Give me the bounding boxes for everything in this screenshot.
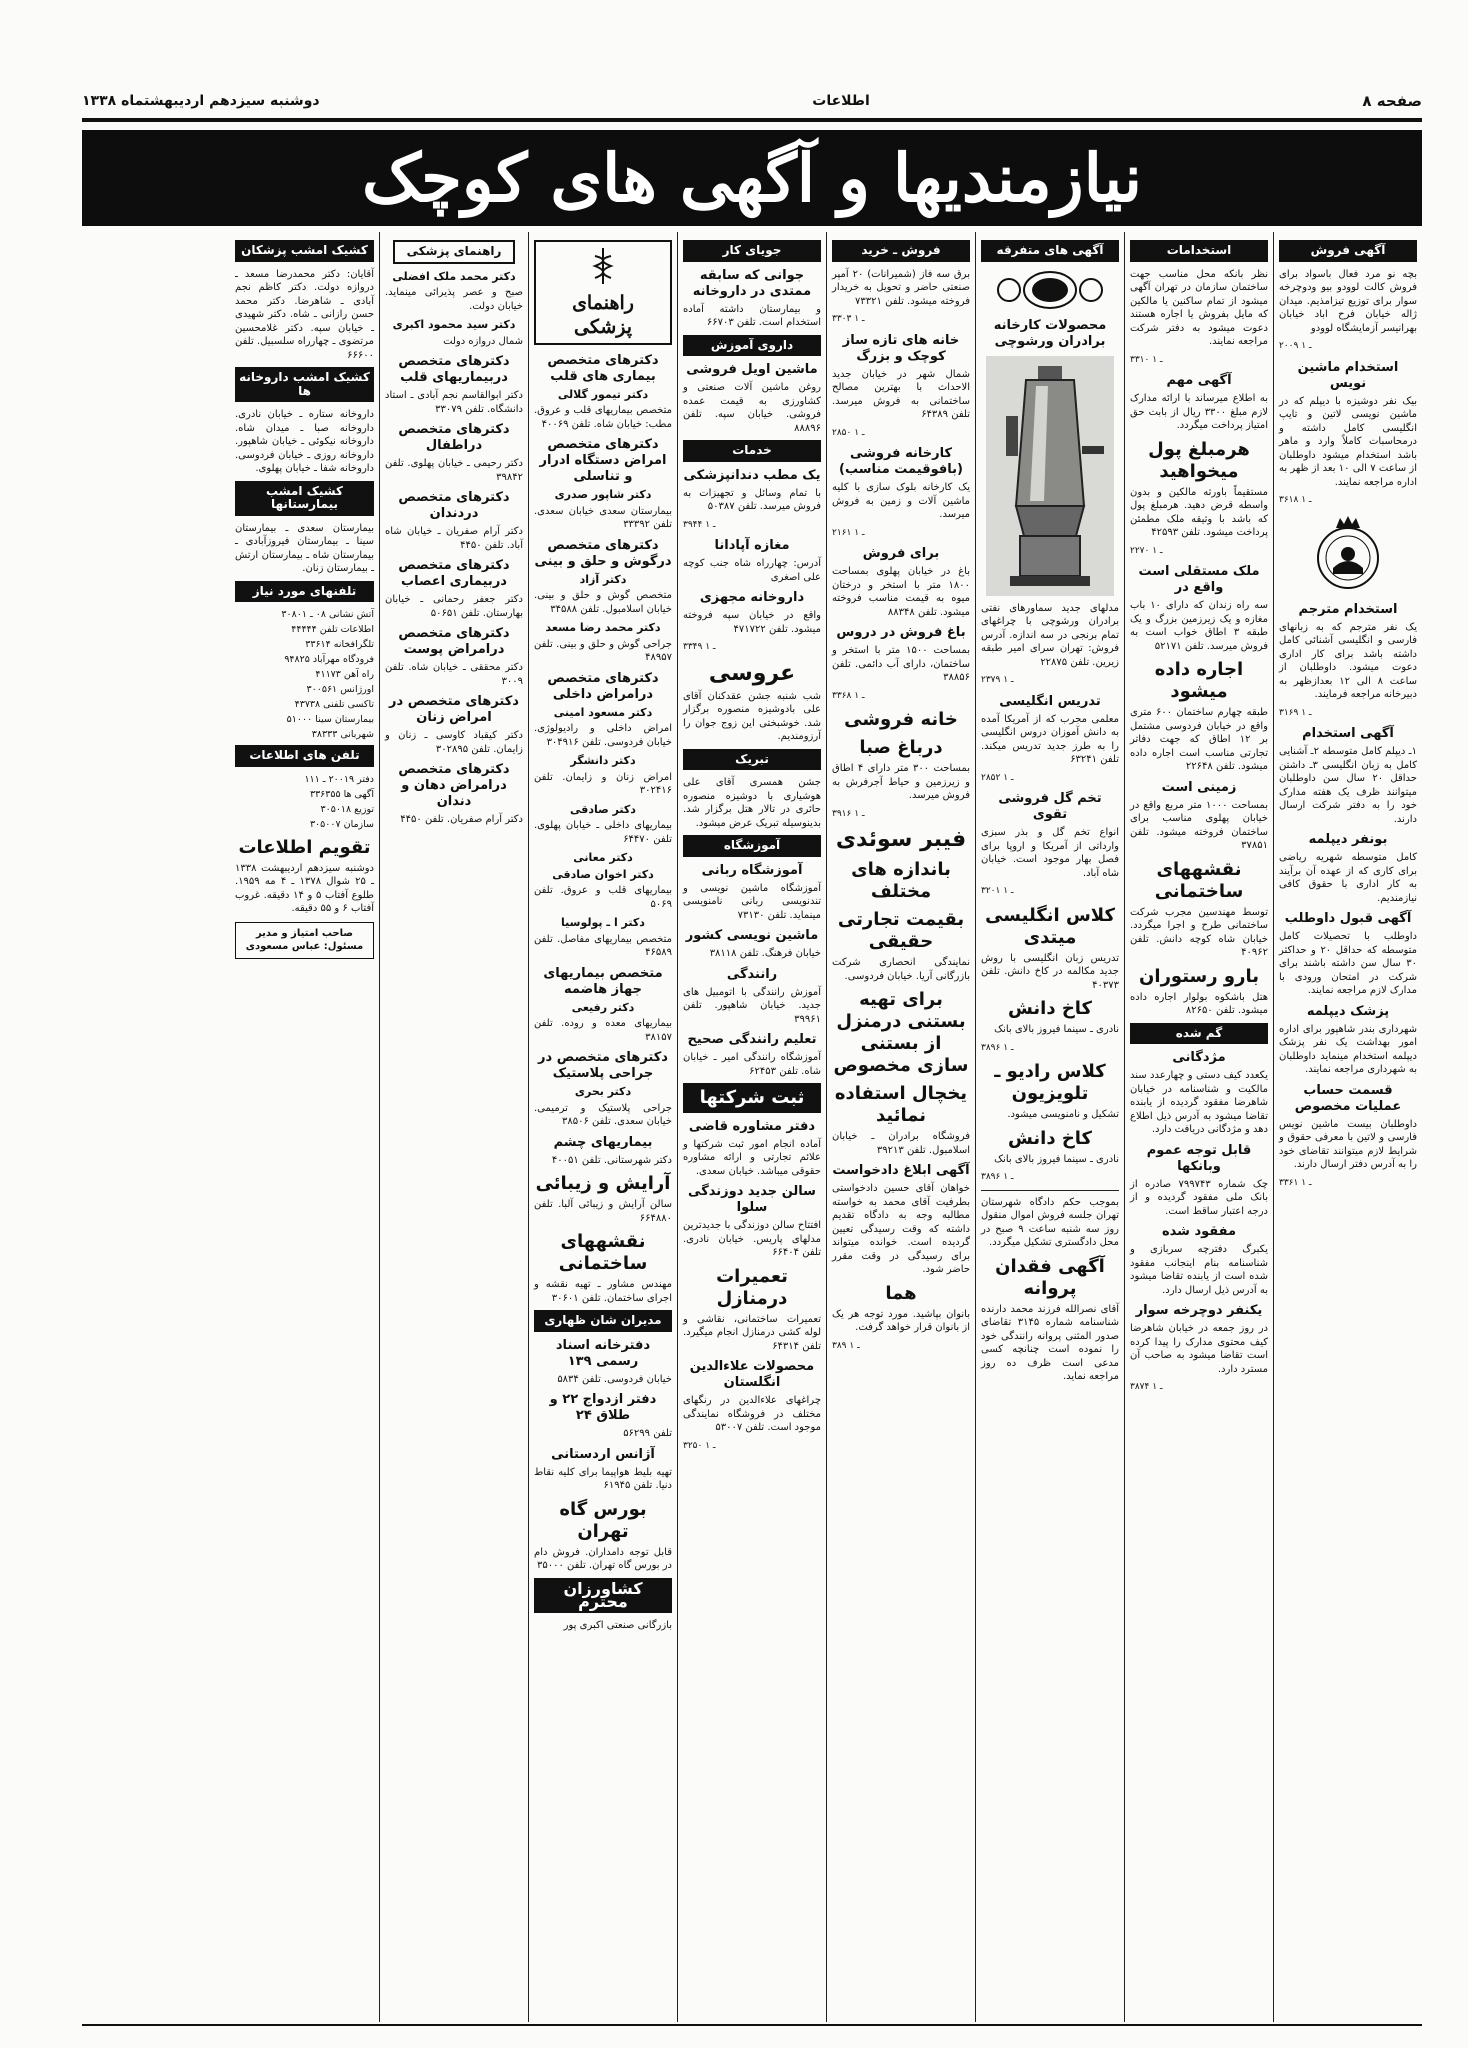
- ad-text: آموزشگاه رانندگی امیر ـ خیابان شاه. تلفن ۶۲۴۵۳: [683, 1052, 821, 1077]
- ad-text: هتل باشکوه بولوار اجاره داده میشود. تلفن ۸۲۶۵۰: [1130, 991, 1268, 1016]
- ad-code: ۳۸۹۶ ـ ۱: [981, 1172, 1014, 1182]
- doctor-name: دکتر اخوان صادقی: [552, 867, 654, 881]
- ad-text: شهرداری بندر شاهپور برای اداره امور بهداشت یک نفر پزشک دیپلمه استخدام مینماید داوطلبان به شهرداری مراجعه نمایند.: [1279, 1023, 1417, 1075]
- ad-text: داوطلب با تحصیلات کامل متوسطه که حداقل ۲۰ و حداکثر ۳۰ سال سن داشته باشند برای شرکت در امتحان ورودی با مدارک لازم مراجعه نمایند.: [1279, 931, 1417, 996]
- ad-text: دکتر رحیمی ـ خیابان پهلوی. تلفن ۳۹۸۴۲: [385, 458, 523, 483]
- ad-text: به اطلاع میرساند با ارائه مدارک لازم مبلغ ۳۳۰۰ ریال از بابت حق امتیاز پرداخت میگردد.: [1130, 393, 1268, 431]
- ad-code: ۳۳۰۳ ـ ۱: [832, 314, 865, 324]
- ad-text: خیابان فردوسی. تلفن ۵۸۳۴: [557, 1373, 672, 1385]
- ad-heading: خانه فروشی: [844, 709, 958, 730]
- ad-heading: عروسی: [708, 660, 796, 686]
- ad-code: ۳۸۹۶ ـ ۱: [981, 1042, 1014, 1053]
- ad-code: ۲۳۷۹ ـ ۱: [981, 675, 1014, 685]
- ad-heading: آگهی استخدام: [1302, 726, 1394, 741]
- ad-heading: کلاس رادیو ـ تلویزیون: [994, 1061, 1106, 1104]
- ad-heading: یکنفر دوچرخه سوار: [1135, 1303, 1263, 1318]
- ad-heading: برای تهیه بستنی درمنزل از بستنی سازی مخصوص: [833, 989, 969, 1076]
- ad-heading: زمینی است: [1161, 779, 1237, 795]
- ad-text: جراحی گوش و حلق و بینی. تلفن ۴۸۹۵۷: [534, 638, 672, 663]
- ad-text: دکتر آرام صفریان. تلفن ۴۴۵۰: [400, 814, 523, 825]
- ad-text: ۱ـ دیپلم کامل متوسطه ۲ـ آشنایی کامل به زبان انگلیسی ۳ـ داشتن حداقل ۲۰ سال سن داوطلبان میتوانند ظرف یک هفته مدارک خود را به دفتر شرکت ارسال دارند.: [1279, 746, 1417, 825]
- ad-text: چک شماره ۷۹۹۷۴۳ صادره از بانک ملی مفقود گردیده و از درجه اعتبار ساقط است.: [1130, 1178, 1268, 1217]
- ad-heading: فیبر سوئدی: [835, 827, 967, 852]
- ad-text: دکتر آرام صفریان ـ خیابان شاه آباد. تلفن ۴۴۵۰: [385, 526, 523, 551]
- doctor-name: دکتر مسعود امینی: [553, 705, 653, 719]
- ad-heading: آگهی فقدان پروانه: [995, 1255, 1105, 1299]
- ad-heading: ملک مستقلی است واقع در: [1138, 564, 1260, 595]
- ad-code: ۳۶۱۸ ـ ۱: [1279, 495, 1312, 505]
- doctor-name: دکتر دانشگر: [570, 754, 636, 767]
- ad-heading: آرایش و زیبائی: [535, 1173, 671, 1194]
- column-1: [1273, 232, 1422, 2022]
- ad-text: تهیه بلیط هواپیما برای کلیه نقاط دنیا. تلفن ۶۱۹۴۵: [534, 1466, 672, 1491]
- ad-heading: باندازه های مختلف: [851, 859, 951, 902]
- ad-heading: آگهی قبول داوطلب: [1284, 911, 1412, 926]
- caduceus-icon: [583, 246, 623, 286]
- ad-text: با تمام وسائل و تجهیزات به فروش میرسد. تلفن ۵۰۳۸۷: [683, 487, 821, 512]
- column-7: [379, 232, 528, 2022]
- medical-guide-logo: [534, 240, 672, 345]
- ad-text: بیماریهای قلب و عروق. تلفن ۵۰۶۹: [534, 885, 672, 910]
- doctor-name: دکتر محمد ملک افضلی: [392, 269, 516, 283]
- doctor-name: دکتر معانی: [573, 851, 633, 864]
- ad-heading: یخچال استفاده نمائید: [834, 1083, 968, 1126]
- ad-code: ۲۰۰۹ ـ ۱: [1279, 341, 1312, 351]
- hospitals-on-call-heading: کشیک امشب بیمارستانها: [235, 481, 374, 516]
- ad-text: شمال دروازه دولت: [443, 335, 523, 347]
- ad-code: ۲۸۵۲ ـ ۱: [981, 772, 1014, 783]
- brand-seal-icon: [995, 268, 1105, 312]
- ad-code: ۳۳۶۱ ـ ۱: [1279, 1177, 1312, 1188]
- column-2: [1124, 232, 1273, 2022]
- list-item: سازمان ۳۰۵۰۰۷: [309, 818, 374, 830]
- ad-heading: هما: [885, 1282, 917, 1304]
- ad-heading: محصولات کارخانه برادران ورشوچی: [993, 317, 1107, 349]
- ad-heading: قسمت حساب عملیات مخصوص: [1294, 1082, 1402, 1114]
- ad-text: معلمی مجرب که از آمریکا آمده به دانش آموزان دروس انگلیسی را به طرز جدید تدریس میکند. تلفن ۶۳۲۴۱: [981, 713, 1119, 765]
- doctor-name: دکتر تیمور گلالی: [557, 387, 649, 401]
- ad-code: ۲۸۵۰ ـ ۱: [832, 427, 865, 438]
- ad-text: آموزش رانندگی با اتومبیل های جدید. خیابان شاهپور. تلفن ۳۹۹۶۱: [683, 986, 821, 1025]
- ad-code: ۳۸۷۴ ـ ۱: [1130, 1382, 1163, 1392]
- doctor-name: دکتر رفیعی: [571, 1000, 635, 1014]
- calendar-heading: تقویم اطلاعات: [238, 836, 371, 858]
- ad-heading: استخدام مترجم: [1298, 601, 1398, 617]
- ad-heading: کارخانه فروشی (بافوقیمت مناسب): [839, 446, 963, 477]
- ad-text: نادری ـ سینما فیروز بالای بانک: [994, 1153, 1119, 1165]
- ad-code: ۲۱۶۱ ـ ۱: [832, 527, 865, 538]
- ad-heading: آژانس اردستانی: [551, 1446, 655, 1462]
- ad-heading: دفتر ازدواج ۲۲ و طلاق ۲۴: [549, 1392, 657, 1423]
- ad-text: تدریس زبان انگلیسی با روش جدید مکالمه در کاخ دانش. تلفن ۴۰۳۷۳: [981, 952, 1119, 991]
- ad-text: بیماریهای معده و روده. تلفن ۳۸۱۵۷: [534, 1018, 672, 1043]
- ad-heading: تعلیم رانندگی صحیح: [687, 1032, 817, 1047]
- ad-text: خیابان فرهنگ. تلفن ۳۸۱۱۸: [709, 948, 821, 959]
- list-item: اورژانس ۳۰۰۵۶۱: [306, 684, 374, 695]
- section-heading: داروی آموزش: [683, 335, 821, 357]
- ad-heading: دفترخانه اسناد رسمی ۱۳۹: [555, 1337, 651, 1369]
- list-item: تلگرافخانه ۳۳۶۱۴: [305, 639, 374, 650]
- ad-heading: یک مطب دندانپزشکی: [683, 467, 821, 483]
- ad-text: دکتر جعفر رحمانی ـ خیابان بهارستان. تلفن ۵۰۶۵۱: [385, 594, 523, 619]
- ad-code: ۳۲۵۰ ـ ۱: [683, 1440, 716, 1451]
- ad-heading: دکترهای متخصص درامراض دهان و دندان: [398, 762, 510, 809]
- column-2-heading: استخدامات: [1130, 240, 1268, 262]
- list-item: آتش نشانی ۰۸ ـ ۳۰۸۰۱: [281, 609, 374, 620]
- ad-heading: داروخانه مجهزی: [699, 590, 805, 605]
- ad-heading: دکترهای متخصص در جراحی پلاستیک: [538, 1050, 668, 1081]
- ad-text: تعمیرات ساختمانی، نقاشی و لوله کشی درمنازل انجام میگیرد. تلفن ۶۴۳۱۴: [683, 1313, 821, 1352]
- ad-text: آموزشگاه ماشین نویسی و تندنویسی ربانی نامنویسی مینماید. تلفن ۷۳۱۳۰: [683, 882, 821, 921]
- ad-heading: تدریس انگلیسی: [999, 693, 1101, 709]
- ad-text: روغن ماشین آلات صنعتی و کشاورزی به قیمت عمده فروشی. خیابان سپه. تلفن ۸۸۸۹۶: [683, 382, 821, 434]
- list-item: دفتر ۲۰۰۱۹ ـ ۱۱۱: [304, 773, 374, 785]
- doctor-name: دکتر محمد رضا مسعد: [545, 621, 661, 634]
- ad-heading: استخدام ماشین نویس: [1297, 359, 1399, 391]
- column-3-heading: آگهی های متفرقه: [981, 240, 1119, 262]
- lost-found-heading: گم شده: [1130, 1023, 1268, 1045]
- list-item: تاکسی تلفنی ۴۳۷۳۸: [294, 699, 374, 710]
- pharmacies-on-call-heading: کشیک امشب داروخانه ها: [235, 367, 374, 402]
- publisher-credit: صاحب امتیاز و مدیر مسئول: عباس مسعودی: [235, 922, 374, 959]
- phone-list: [235, 773, 374, 831]
- ad-heading: مژدگانی: [1172, 1050, 1226, 1065]
- ad-text: آدرس: چهارراه شاه جنب کوچه علی اصغری: [683, 558, 821, 583]
- ad-text: چراغهای علاءالدین در رنگهای مختلف در فروشگاه نمایندگی موجود است. تلفن ۵۳۰۰۷: [683, 1395, 821, 1433]
- ad-text: متخصص بیماریهای مفاصل. تلفن ۴۶۵۸۹: [534, 933, 672, 958]
- phones-heading: تلفنهای مورد نیاز: [235, 581, 374, 603]
- ad-heading: آگهی ابلاغ دادخواست: [832, 1163, 970, 1178]
- ad-text: یک کارخانه بلوک سازی با کلیه ماشین آلات و زمین به فروش میرسد.: [832, 482, 970, 520]
- samovar-image: [986, 356, 1114, 596]
- ad-heading: تخم گل فروشی تقوی: [998, 791, 1102, 822]
- logo-text: راهنمای پزشکی: [572, 291, 634, 338]
- ad-text: آقایان: دکتر محمدرضا مسعد ـ دروازه دولت. دکتر کاظم نجم آبادی ـ شاهرضا. دکتر محمد حسن رازانی ـ شاه. دکتر شهیدی ـ خیابان سپه. دکتر غلامحسین مرتضوی ـ چهارراه سلسبیل. تلفن ۶۶۶۰۰: [235, 268, 374, 361]
- column-4-heading: فروش ـ خرید: [832, 240, 970, 262]
- list-item: اطلاعات تلفن ۴۴۴۴۴: [291, 624, 374, 635]
- ad-text: بیمارستان سعدی ـ بیمارستان سینا ـ بیمارستان فیروزآبادی ـ بیمارستان شاه ـ بیمارستان ارتش ـ بیمارستان زنان.: [235, 522, 374, 574]
- ad-text: بیمارستان سعدی خیابان سعدی. تلفن ۳۳۳۹۲: [534, 505, 672, 530]
- ad-text: انواع تخم گل و بذر سبزی وارداتی از آمریکا و اروپا برای فصل بهار موجود است. خیابان شاه آباد.: [981, 827, 1119, 879]
- ad-heading: پزشک دیپلمه: [1306, 1003, 1390, 1019]
- ad-heading: دکترهای متخصص بیماری های قلب: [547, 352, 659, 384]
- doctor-name: دکتر بحری: [574, 1085, 632, 1098]
- ad-heading: ماشین اویل فروشی: [686, 362, 818, 377]
- ad-text: افتتاح سالن دوزندگی با جدیدترین مدلهای پاریس. خیابان نادری. تلفن ۶۶۴۰۴: [683, 1220, 821, 1258]
- list-item: فرودگاه مهرآباد ۹۴۸۲۵: [284, 654, 374, 665]
- ad-text: جراحی پلاستیک و ترمیمی. خیابان سعدی. تلفن ۳۸۵۰۶: [534, 1102, 672, 1127]
- ad-text: بانوان بپاشید. مورد توجه هر یک از بانوان قرار خواهد گرفت.: [832, 1308, 970, 1333]
- ad-code: ۳۳۱۰ ـ ۱: [1130, 354, 1163, 365]
- ad-text: شمال شهر در خیابان جدید الاحداث با بهترین مصالح ساختمانی به فروش میرسد. تلفن ۶۴۳۸۹: [832, 368, 970, 420]
- ad-text: سه راه زندان که دارای ۱۰ باب مغازه و یک زیرزمین بزرگ و یک طبقه ۳ اطاق خواب است به فروش میرسد. تلفن ۵۲۱۷۱: [1130, 600, 1269, 652]
- ad-text: بچه نو مرد فعال باسواد برای فروش کالت لوودو بیو ودوچرخه سوار برای توزیع تیزامذیم. میدان ژاله خیابان فرح اباد خیابان بهرانیسر آزمایشگاه لوودو: [1279, 268, 1417, 334]
- ad-heading: دکترهای متخصص امراض دستگاه ادرار و تناسلی: [539, 437, 667, 484]
- ad-text: یک نفر مترجم که به زبانهای فارسی و انگلیسی آشنائی کامل داشته باشد برای کار اداری دعوت میشود. داوطلبان از ساعت ۸ الی ۱۲ بعدازظهر به دبیرخانه مراجعه فرمایند.: [1279, 621, 1417, 700]
- ad-text: فروشگاه برادران ـ خیابان اسلامبول. تلفن ۳۹۲۱۳: [832, 1131, 970, 1156]
- ad-text: صبح و عصر پذیرائی مینماید. خیابان دولت.: [385, 287, 523, 312]
- ad-text: بازرگانی صنعتی اکبری پور: [563, 1619, 672, 1631]
- ad-heading: دکترهای متخصص دراطفال: [398, 422, 510, 453]
- ad-text: دکتر کیقباد کاوسی ـ زنان و زایمان. تلفن ۳۰۲۸۹۵: [385, 730, 523, 755]
- ad-heading: دکترهای متخصص درامراض پوست: [398, 626, 510, 657]
- ad-heading: دکترهای متخصص دربیماری اعصاب: [398, 558, 510, 589]
- header-rule: [82, 118, 1422, 122]
- ad-heading: باغ فروش در دروس: [836, 625, 966, 640]
- footer-rule: [82, 2024, 1422, 2026]
- page-label: صفحه ۸: [1362, 92, 1422, 110]
- ad-code: ۳۳۴۹ ـ ۱: [683, 642, 716, 652]
- ad-text: نادری ـ سینما فیروز بالای بانک: [994, 1024, 1119, 1035]
- ad-text: بمساحت ۱۵۰۰ متر با استخر و ساختمان، دارای آب دائمی. تلفن ۳۸۸۵۶: [832, 645, 970, 683]
- ad-heading: آموزشگاه ربانی: [701, 862, 803, 878]
- ad-heading: سالن جدید دوزندگی سلوا: [688, 1184, 816, 1215]
- doctor-name: دکتر صادقی: [570, 802, 636, 816]
- ad-text: متخصص بیماریهای قلب و عروق. مطب: خیابان شاه. تلفن ۴۰۰۶۹: [534, 405, 672, 430]
- ad-text: مدلهای جدید سماورهای نفتی برادران ورشوچی با چراغهای تمام برنجی در سه اندازه. آدرس فروش: تهران سرای امیر طبقه زیرین. تلفن ۲۲۸۷۵: [981, 602, 1119, 668]
- ad-heading: دفتر مشاوره قاضی: [688, 1118, 816, 1134]
- ad-text: نمایندگی انحصاری شرکت بازرگانی آریا. خیابان فردوسی.: [832, 957, 970, 982]
- section-heading: تبریک: [683, 749, 821, 771]
- ad-text: دکتر شهرستانی. تلفن ۴۰۰۵۱: [551, 1154, 672, 1166]
- ad-heading: بورس گاه تهران: [559, 1498, 647, 1542]
- column-8: [230, 232, 379, 2022]
- ad-text: یکبرگ دفترچه سربازی و شناسنامه بنام اینجانب مفقود شده است از یابنده تقاضا میشود به آدرس ذیل ارسال دارد.: [1130, 1244, 1268, 1296]
- ad-heading: بقیمت تجارتی حقیقی: [837, 909, 965, 952]
- ad-heading: محصولات علاءالدین انگلستان: [689, 1359, 815, 1390]
- ad-code: ۳۱۶۹ ـ ۱: [1279, 707, 1312, 718]
- newspaper-name: اطلاعات: [812, 93, 870, 109]
- doctors-on-call-heading: کشیک امشب پزشکان: [235, 240, 374, 262]
- list-item: آگهی ها ۳۳۶۳۵۵: [309, 788, 374, 800]
- list-item: شهربانی ۳۸۳۳۳: [311, 729, 374, 740]
- ad-text: بیماریهای داخلی ـ خیابان پهلوی. تلفن ۶۴۴۷۰: [534, 820, 672, 845]
- banner-title: نیازمندیها و آگهی های کوچک: [362, 139, 1143, 217]
- ad-columns: [82, 232, 1422, 2022]
- ad-text: قابل توجه دامداران. فروش دام در بورس گاه تهران. تلفن ۳۵۰۰۰: [534, 1546, 672, 1571]
- section-heading: کشاورزان محترم: [534, 1578, 672, 1613]
- ad-text: باغ در خیابان پهلوی بمساحت ۱۸۰۰ متر با استخر و درختان میوه به قیمت مناسب فروخته میشود. تلفن ۸۸۳۴۸: [832, 566, 970, 618]
- ad-text: کامل متوسطه شهریه ریاضی برای کاری که از عهده آن برآیند به کار اداری با حقوق کافی نیازمندیم.: [1279, 852, 1417, 904]
- column-5: [677, 232, 826, 2022]
- ad-heading: نقشههای ساختمانی: [1154, 858, 1244, 902]
- ad-text: امراض زنان و زایمان. تلفن ۳۰۲۴۱۶: [534, 771, 672, 796]
- ad-heading: آگهی مهم: [1166, 373, 1232, 388]
- ettelaat-phones-heading: تلفن های اطلاعات: [235, 745, 374, 767]
- ad-text: واقع در خیابان سپه فروخته میشود. تلفن ۴۷۱۷۲۲: [683, 610, 821, 635]
- lion-sun-emblem-icon: [1313, 514, 1383, 596]
- column-1-heading: آگهی فروش: [1279, 240, 1417, 262]
- ad-text: داوطلبان بیست ماشین نویس فارسی و لاتین با معرفی حقوق و شرایط لازم میتوانند تقاضای خود را به آدرس دفتر ارسال دارند.: [1279, 1118, 1417, 1170]
- ad-code: ۲۲۷۰ ـ ۱: [1130, 545, 1163, 556]
- ad-heading: کاخ دانش: [1007, 998, 1093, 1019]
- ad-heading: دکترهای متخصص دردندان: [398, 490, 510, 521]
- ad-text: داروخانه ستاره ـ خیابان نادری. داروخانه صبا ـ میدان شاه. داروخانه نیکوئی ـ خیابان شاهپور. داروخانه روزی ـ خیابان فردوسی. داروخانه شفا ـ خیابان پهلوی.: [235, 409, 374, 474]
- ad-heading: ماشین نویسی کشور: [685, 928, 819, 943]
- ad-text: برق سه فاز (شمیرانات) ۲۰ آمپر صنعتی حاضر و تحویل به خریدار فروخته میشود. تلفن ۷۳۳۲۱: [832, 268, 970, 307]
- ad-code: ۳۹۴۴ ـ ۱: [683, 519, 716, 530]
- ad-heading: جوانی که سابقه ممتدی در داروخانه: [692, 267, 812, 299]
- ad-heading: کلاس انگلیسی میتدی: [985, 904, 1115, 948]
- ad-heading: درباغ صبا: [859, 737, 943, 758]
- list-item: توزیع ۳۰۵۰۱۸: [320, 803, 374, 815]
- ad-text: مهندس مشاور ـ تهیه نقشه و اجرای ساختمان. تلفن ۳۰۶۰۱: [534, 1279, 672, 1304]
- ad-code: ۳۸۹ ـ ۱: [832, 1340, 860, 1351]
- ad-heading: دکترهای متخصص دربیماریهای قلب: [398, 354, 510, 385]
- doctor-name: دکتر سید محمود اکبری: [392, 318, 516, 331]
- ad-text: یکعدد کیف دستی و چهارعدد سند مالکیت و شناسنامه در خیابان شاهرضا مفقود گردیده از یابنده تقاضا میشود به آدرس ذیل اطلاع دهد و مژدگانی دریافت دارد.: [1130, 1070, 1268, 1135]
- ad-text: و بیمارستان داشته آماده استخدام است. تلفن ۶۶۷۰۳: [683, 303, 821, 328]
- ad-text: در روز جمعه در خیابان شاهرضا کیف محتوی مدارک را پیدا کرده است تقاضا میشود به صاحب آن مسترد دارد.: [1130, 1323, 1268, 1375]
- ad-text: مستقیماً باورثه مالکین و بدون واسطه قرض دهید. هرمبلغ پول که باشد با وثیقه ملک مطمئن پرداخت میشود. تلفن ۴۲۵۹۳: [1130, 486, 1268, 538]
- issue-date: دوشنبه سیزدهم اردیبهشتماه ۱۳۳۸: [82, 93, 320, 109]
- header-line: [82, 86, 1422, 116]
- ad-heading: نقشههای ساختمانی: [558, 1231, 648, 1274]
- ad-text: تشکیل و نامنویسی میشود.: [1007, 1109, 1119, 1120]
- ad-text: بموجب حکم دادگاه شهرستان تهران جلسه فروش اموال منقول روز سه شنبه ساعت ۹ صبح در محل دادگستری تشکیل میگردد.: [981, 1196, 1119, 1248]
- ad-heading: برای فروش: [862, 546, 940, 561]
- ad-text: متخصص گوش و حلق و بینی. خیابان اسلامبول. تلفن ۳۴۵۸۸: [534, 590, 672, 615]
- ad-text: آماده انجام امور ثبت شرکتها و علائم تجارتی و ارائه مشاوره حقوقی میباشد. خیابان سعدی.: [683, 1138, 821, 1177]
- ad-text: دوشنبه سیزدهم اردیبهشت ۱۳۳۸ ـ ۲۵ شوال ۱۳۷۸ ـ ۴ مه ۱۹۵۹. طلوع آفتاب ۵ و ۱۴ دقیقه. غروب آفتاب ۶ و ۵۵ دقیقه.: [235, 862, 375, 914]
- ad-heading: بارو رستوران: [1139, 965, 1259, 987]
- ad-text: توسط مهندسین مجرب شرکت ساختمانی طرح و اجرا میگردد. خیابان شاه کوچه دانش. تلفن ۴۰۹۶۲: [1130, 906, 1268, 958]
- ad-heading: متخصص بیماریهای جهاز هاضمه: [543, 965, 663, 997]
- ad-heading: دکترهای متخصص در امراض زنان: [389, 694, 519, 725]
- ad-heading: اجاره داده میشود: [1154, 659, 1244, 702]
- section-heading: ثبت شرکتها: [683, 1083, 821, 1113]
- ad-heading: قابل توجه عموم وبانکها: [1146, 1142, 1252, 1174]
- doctor-name: دکتر آزاد: [579, 572, 627, 586]
- ad-heading: بونفر دیپلمه: [1308, 832, 1388, 847]
- doctor-name: دکتر ا ـ پولوسیا: [561, 916, 645, 929]
- list-item: بیمارستان سینا ۵۱۰۰۰: [286, 714, 374, 725]
- ad-text: دکتر ابوالقاسم نجم آبادی ـ استاد دانشگاه. تلفن ۳۳۰۷۹: [385, 390, 523, 415]
- column-3: [975, 232, 1124, 2022]
- ad-text: دکتر محققی ـ خیابان شاه. تلفن ۳۰۰۹: [385, 662, 523, 687]
- ad-text: آقای نصرالله فرزند محمد دارنده شناسنامه شماره ۳۱۴۵ تقاضای صدور المثنی پروانه رانندگی خود را نموده است چنانچه کسی مدعی است ظرف ده روز مراجعه نماید.: [981, 1303, 1119, 1382]
- column-7-heading: راهنمای پزشکی: [393, 240, 515, 264]
- list-item: راه آهن ۴۱۱۷۳: [315, 669, 374, 680]
- ad-heading: کاخ دانش: [1007, 1127, 1093, 1149]
- ad-text: بمساحت ۳۰۰ متر دارای ۴ اطاق و زیرزمین و حیاط آجرفرش به فروش میرسد.: [832, 763, 970, 801]
- ad-heading: رانندگی: [726, 966, 778, 982]
- ad-text: جشن همسری آقای علی هوشیاری با دوشیزه منصوره حائری در تالار هتل برگزار شد. بدینوسیله تبریک عرض میشود.: [683, 777, 821, 829]
- ad-heading: بیماریهای چشم: [553, 1134, 653, 1150]
- section-banner: [82, 130, 1422, 226]
- doctor-name: دکتر شاپور صدری: [554, 488, 652, 501]
- column-6: [528, 232, 677, 2022]
- ad-text: نظر بانکه محل مناسب جهت ساختمان سازمان در تهران آگهی میشود از تمام ساکنین یا مالکین که مایل بفروش یا اجاره هستند دعوت میشود به دفتر شرکت مراجعه نمایند.: [1130, 268, 1268, 347]
- ad-heading: مغازه آپادانا: [714, 538, 790, 553]
- ad-heading: هرمبلغ پول میخواهید: [1148, 438, 1250, 482]
- ad-heading: تعمیرات درمنازل: [716, 1265, 788, 1309]
- ad-heading: مفقود شده: [1161, 1224, 1237, 1239]
- ad-text: بمساحت ۱۰۰۰ متر مربع واقع در خیابان پهلوی مناسب برای ساختمان فروخته میشود. تلفن ۳۷۸۵۱: [1130, 799, 1268, 851]
- ad-code: ۳۳۶۸ ـ ۱: [832, 690, 865, 701]
- ad-code: ۳۲۰۱ ـ ۱: [981, 886, 1014, 896]
- ad-text: طبقه چهارم ساختمان ۶۰۰ متری واقع در خیابان فردوسی مشتمل بر ۱۲ اطاق که جهت دفاتر تجارتی مناسب است اجاره داده میشود. تلفن ۲۲۶۴۸: [1130, 707, 1269, 772]
- ad-heading: خانه های تازه ساز کوچک و بزرگ: [842, 332, 960, 364]
- ad-text: امراض داخلی و رادیولوژی. خیابان فردوسی. تلفن ۳۰۴۹۱۶: [534, 723, 672, 748]
- column-4: [826, 232, 975, 2022]
- ad-text: بیک نفر دوشیزه با دیپلم که در ماشین نویسی لاتین و تایپ انگلیسی کامل داشته و درمحاسبات کاملاً وارد و ماهر باشد استخدام میشود داوطلبان از ساعت ۷ الی ۱۰ بعد از ظهر به اداره مراجعه نمایند.: [1279, 395, 1417, 488]
- divider: [981, 1190, 1119, 1191]
- phone-list: [235, 608, 374, 741]
- ad-code: ۳۹۱۶ ـ ۱: [832, 808, 865, 819]
- ad-text: خواهان آقای حسین دادخواستی بطرفیت آقای محمد به خواسته مطالبه وجه به دادگاه تقدیم داشته که وقت رسیدگی تعیین گردیده است. خوانده میتواند برای رسیدگی در وقت مقرر حاضر شود.: [832, 1183, 970, 1275]
- ad-text: شب شنبه جشن عقدکنان آقای علی بادوشیزه منصوره برگزار شد. خوشبختی این زوج جوان را آرزومندیم.: [683, 690, 821, 742]
- section-heading: مدیران شان ظهاری: [534, 1310, 672, 1332]
- section-heading: آموزشگاه: [683, 835, 821, 857]
- ad-heading: دکترهای متخصص درامراض داخلی: [547, 670, 659, 702]
- ad-text: سالن آرایش و زیبائی آلبا. تلفن ۶۶۴۸۸۰: [534, 1199, 672, 1224]
- column-5-heading: جویای کار: [683, 240, 821, 262]
- section-heading: خدمات: [683, 440, 821, 462]
- ad-heading: دکترهای متخصص درگوش و حلق و بینی: [534, 537, 672, 569]
- ad-text: تلفن ۵۶۲۹۹: [623, 1428, 672, 1439]
